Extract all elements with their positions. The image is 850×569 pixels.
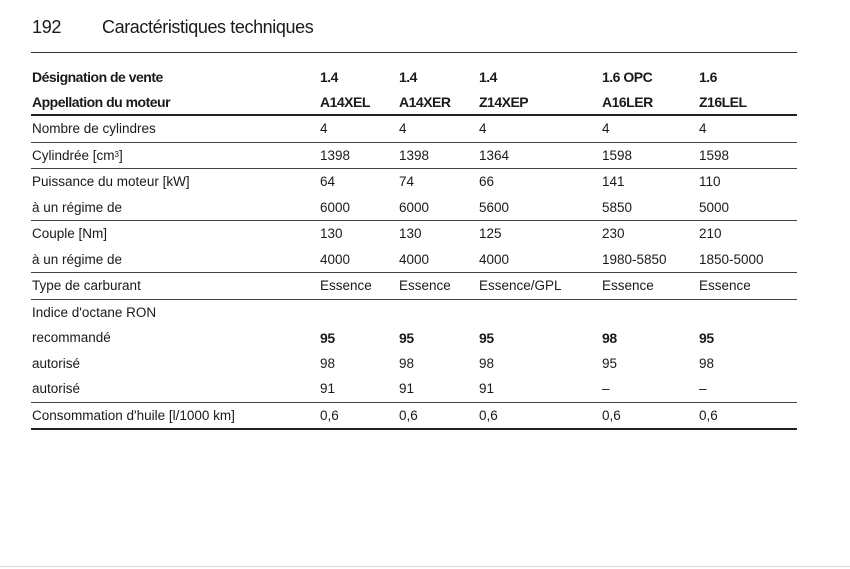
table-cell: 91 bbox=[320, 381, 336, 397]
table-cell: – bbox=[699, 381, 707, 397]
table-cell: 110 bbox=[699, 174, 721, 190]
table-row-power bbox=[31, 168, 797, 195]
table-cell: 95 bbox=[479, 329, 494, 346]
table-cell: 95 bbox=[399, 329, 414, 346]
row-label: autorisé bbox=[32, 381, 81, 397]
table-cell: 1364 bbox=[479, 147, 510, 163]
row-label: Couple [Nm] bbox=[32, 226, 108, 242]
table-cell: Essence bbox=[320, 278, 372, 294]
table-cell: 95 bbox=[602, 355, 618, 371]
table-row-torque-rpm bbox=[31, 247, 797, 273]
row-label: Indice d'octane RON bbox=[32, 304, 157, 320]
table-cell: – bbox=[602, 381, 610, 397]
table-row-power-rpm bbox=[31, 195, 797, 221]
table-cell: 1980-5850 bbox=[602, 251, 667, 267]
row-label: Puissance du moteur [kW] bbox=[32, 174, 190, 190]
table-cell: 0,6 bbox=[399, 407, 418, 423]
header-cell: Z16LEL bbox=[699, 93, 747, 110]
table-cell: 1850-5000 bbox=[699, 251, 764, 267]
table-cell: 1598 bbox=[602, 147, 633, 163]
row-label: à un régime de bbox=[32, 251, 123, 267]
table-cell: 4 bbox=[699, 121, 707, 137]
engine-specs-table bbox=[31, 64, 797, 430]
page-title: Caractéristiques techniques bbox=[102, 16, 314, 37]
page-header bbox=[32, 14, 313, 40]
table-row-oil-consumption bbox=[31, 402, 797, 429]
row-label: recommandé bbox=[32, 330, 111, 346]
header-cell: 1.4 bbox=[320, 68, 338, 85]
table-cell: 130 bbox=[399, 226, 422, 242]
table-cell: 4 bbox=[399, 121, 407, 137]
row-label: à un régime de bbox=[32, 199, 123, 215]
table-cell: 91 bbox=[399, 381, 415, 397]
table-row-displacement bbox=[31, 142, 797, 169]
table-cell: Essence bbox=[399, 278, 451, 294]
table-cell: 4 bbox=[602, 121, 610, 137]
table-cell: 91 bbox=[479, 381, 495, 397]
table-row-octane-heading bbox=[31, 299, 797, 326]
header-cell: A14XEL bbox=[320, 93, 370, 110]
header-cell: 1.6 OPC bbox=[602, 68, 653, 85]
table-row-octane-allowed-1 bbox=[31, 351, 797, 377]
table-cell: 6000 bbox=[399, 199, 430, 215]
table-cell: 130 bbox=[320, 226, 343, 242]
page-number: 192 bbox=[32, 16, 62, 37]
table-cell: 141 bbox=[602, 174, 625, 190]
table-cell: 4000 bbox=[479, 251, 510, 267]
table-cell: 0,6 bbox=[602, 407, 621, 423]
table-cell: 66 bbox=[479, 174, 495, 190]
header-cell: Z14XEP bbox=[479, 93, 529, 110]
table-cell: Essence bbox=[602, 278, 654, 294]
table-cell: 1598 bbox=[699, 147, 730, 163]
table-row-torque bbox=[31, 220, 797, 247]
table-row-octane-recommended bbox=[31, 325, 797, 351]
table-cell: 4 bbox=[320, 121, 328, 137]
header-label: Appellation du moteur bbox=[32, 93, 171, 110]
table-cell: 5000 bbox=[699, 199, 730, 215]
table-cell: Essence/GPL bbox=[479, 278, 562, 294]
table-cell: 64 bbox=[320, 174, 336, 190]
table-row-fuel-type bbox=[31, 272, 797, 299]
table-cell: 125 bbox=[479, 226, 502, 242]
table-cell: 4000 bbox=[320, 251, 351, 267]
table-header-row-sales-designation bbox=[31, 64, 797, 89]
table-cell: 98 bbox=[399, 355, 415, 371]
header-divider bbox=[31, 52, 797, 53]
row-label: Consommation d'huile [l/1000 km] bbox=[32, 407, 235, 423]
table-cell: 98 bbox=[699, 355, 715, 371]
table-row-octane-allowed-2 bbox=[31, 376, 797, 402]
header-cell: 1.4 bbox=[479, 68, 497, 85]
table-cell: 1398 bbox=[320, 147, 351, 163]
table-cell: 0,6 bbox=[699, 407, 718, 423]
table-cell: 98 bbox=[602, 329, 617, 346]
table-cell: 98 bbox=[320, 355, 336, 371]
table-cell: 5600 bbox=[479, 199, 510, 215]
table-cell: 210 bbox=[699, 226, 722, 242]
table-cell: 0,6 bbox=[320, 407, 339, 423]
table-cell: 95 bbox=[320, 329, 335, 346]
header-cell: 1.6 bbox=[699, 68, 717, 85]
row-label: Type de carburant bbox=[32, 278, 141, 294]
table-cell: Essence bbox=[699, 278, 751, 294]
header-label: Désignation de vente bbox=[32, 68, 163, 85]
table-cell: 74 bbox=[399, 174, 415, 190]
table-header-row-engine-code bbox=[31, 89, 797, 114]
header-cell: A16LER bbox=[602, 93, 653, 110]
table-cell: 5850 bbox=[602, 199, 633, 215]
row-label: Nombre de cylindres bbox=[32, 121, 156, 137]
table-row-cylinders bbox=[31, 114, 797, 142]
page-bottom-edge bbox=[0, 566, 850, 567]
row-label: autorisé bbox=[32, 355, 81, 371]
row-label: Cylindrée [cm 3 ] bbox=[32, 147, 123, 163]
header-cell: 1.4 bbox=[399, 68, 417, 85]
table-cell: 98 bbox=[479, 355, 495, 371]
table-cell: 4 bbox=[479, 121, 487, 137]
table-cell: 6000 bbox=[320, 199, 351, 215]
table-bottom-rule bbox=[31, 428, 797, 430]
table-cell: 4000 bbox=[399, 251, 430, 267]
table-cell: 1398 bbox=[399, 147, 430, 163]
table-cell: 95 bbox=[699, 329, 714, 346]
table-cell: 0,6 bbox=[479, 407, 498, 423]
table-cell: 230 bbox=[602, 226, 625, 242]
header-cell: A14XER bbox=[399, 93, 451, 110]
